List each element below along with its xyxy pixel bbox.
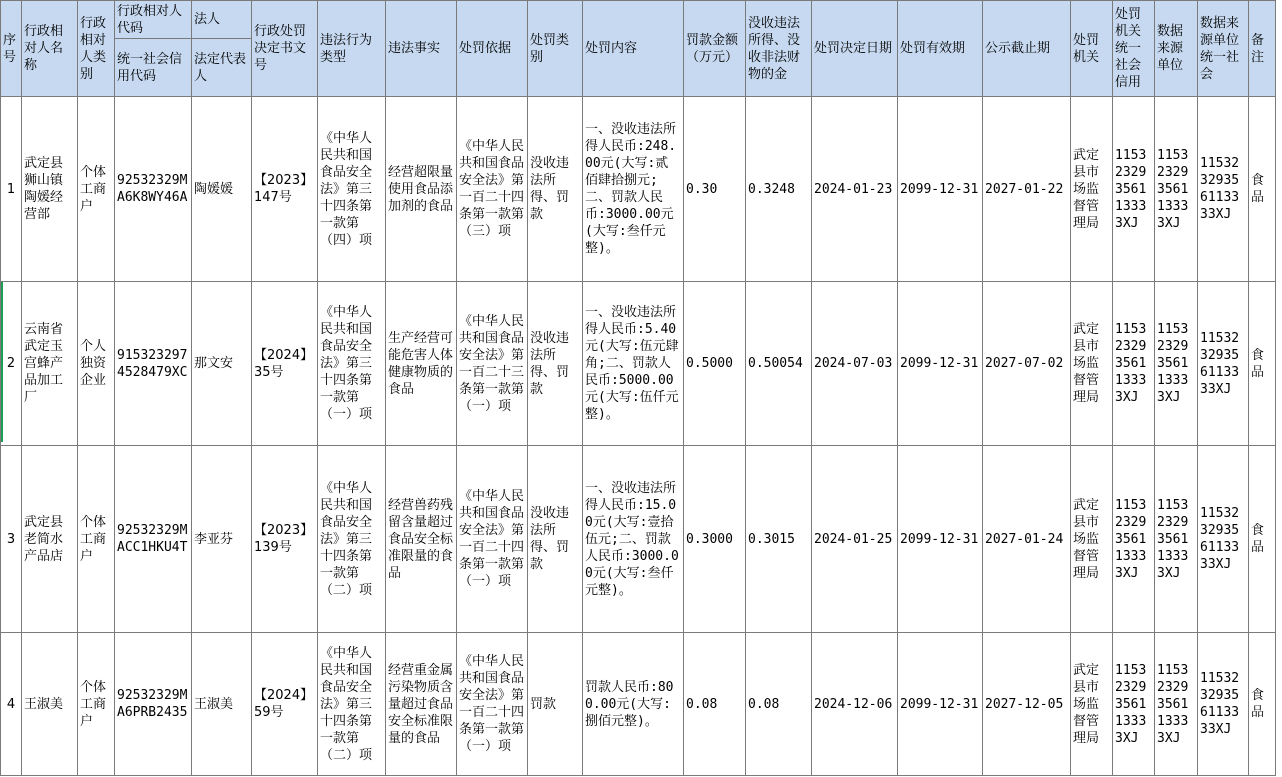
cell-valid-until[interactable]: 2099-12-31 — [898, 446, 983, 633]
cell-doc-no[interactable]: 【2023】147号 — [252, 97, 318, 282]
header-source-code[interactable]: 数据来源单位统一社会 — [1198, 1, 1249, 97]
cell-party-type[interactable]: 个体工商户 — [78, 97, 115, 282]
cell-legal-rep[interactable]: 王淑美 — [192, 633, 252, 776]
cell-party-name[interactable]: 武定县老简水产品店 — [22, 446, 78, 633]
header-doc-no[interactable]: 行政处罚决定书文号 — [252, 1, 318, 97]
header-authority-code[interactable]: 处罚机关统一社会信用 — [1113, 1, 1155, 97]
cell-source-code[interactable]: 11532329356113333XJ — [1198, 97, 1249, 282]
cell-party-type[interactable]: 个人独资企业 — [78, 282, 115, 446]
cell-doc-no[interactable]: 【2023】139号 — [252, 446, 318, 633]
table-row[interactable] — [1, 97, 1276, 282]
cell-authority-code[interactable]: 11532329356113333XJ — [1113, 282, 1155, 446]
cell-legal-rep[interactable]: 陶媛媛 — [192, 97, 252, 282]
header-fine[interactable]: 罚款金额（万元） — [684, 1, 746, 97]
cell-violation-type[interactable]: 《中华人民共和国食品安全法》第三十四条第一款第（一）项 — [318, 282, 386, 446]
cell-content[interactable]: 一、没收违法所得人民币:5.40元(大写:伍元肆角;二、罚款人民币:5000.00元(大写:伍仟元整)。 — [583, 282, 684, 446]
cell-facts[interactable]: 经营重金属污染物质含量超过食品安全标准限量的食品 — [386, 633, 457, 776]
cell-party-name[interactable]: 王淑美 — [22, 633, 78, 776]
cell-fine[interactable]: 0.08 — [684, 633, 746, 776]
cell-basis[interactable]: 《中华人民共和国食品安全法》第一百二十四条第一款第（三）项 — [457, 97, 528, 282]
cell-legal-rep[interactable]: 那文安 — [192, 282, 252, 446]
cell-credit-code[interactable]: 92532329MA6K8WY46A — [115, 97, 192, 282]
cell-authority[interactable]: 武定县市场监督管理局 — [1071, 97, 1113, 282]
cell-doc-no[interactable]: 【2024】35号 — [252, 282, 318, 446]
cell-seq[interactable]: 3 — [1, 446, 22, 633]
cell-remark[interactable]: 食品 — [1249, 97, 1276, 282]
cell-party-type[interactable]: 个体工商户 — [78, 446, 115, 633]
cell-remark[interactable]: 食品 — [1249, 282, 1276, 446]
cell-category[interactable]: 没收违法所得、罚款 — [528, 97, 583, 282]
header-content[interactable]: 处罚内容 — [583, 1, 684, 97]
header-facts[interactable]: 违法事实 — [386, 1, 457, 97]
cell-basis[interactable]: 《中华人民共和国食品安全法》第一百二十三条第一款第（一）项 — [457, 282, 528, 446]
table-row[interactable] — [1, 446, 1276, 633]
table-row[interactable] — [1, 633, 1276, 776]
cell-authority-code[interactable]: 11532329356113333XJ — [1113, 97, 1155, 282]
header-row-1 — [1, 1, 1276, 39]
header-valid-until[interactable]: 处罚有效期 — [898, 1, 983, 97]
cell-valid-until[interactable]: 2099-12-31 — [898, 97, 983, 282]
cell-remark[interactable]: 食品 — [1249, 446, 1276, 633]
cell-credit-code[interactable]: 9153232974528479XC — [115, 282, 192, 446]
cell-violation-type[interactable]: 《中华人民共和国食品安全法》第三十四条第一款第（二）项 — [318, 446, 386, 633]
cell-party-name[interactable]: 武定县狮山镇陶媛经营部 — [22, 97, 78, 282]
header-seq[interactable]: 序号 — [1, 1, 22, 97]
header-decision-date[interactable]: 处罚决定日期 — [812, 1, 898, 97]
cell-violation-type[interactable]: 《中华人民共和国食品安全法》第三十四条第一款第（四）项 — [318, 97, 386, 282]
cell-confiscated[interactable]: 0.3248 — [746, 97, 812, 282]
cell-authority[interactable]: 武定县市场监督管理局 — [1071, 282, 1113, 446]
cell-publish-until[interactable]: 2027-01-22 — [983, 97, 1071, 282]
header-party-code[interactable]: 行政相对人代码 — [115, 1, 192, 39]
cell-source-code[interactable]: 11532329356113333XJ — [1198, 633, 1249, 776]
cell-seq[interactable]: 2 — [1, 282, 22, 446]
cell-source[interactable]: 11532329356113333XJ — [1155, 282, 1198, 446]
table-row[interactable] — [1, 282, 1276, 446]
cell-fine[interactable]: 0.5000 — [684, 282, 746, 446]
cell-credit-code[interactable]: 92532329MACC1HKU4T — [115, 446, 192, 633]
cell-basis[interactable]: 《中华人民共和国食品安全法》第一百二十四条第一款第（一）项 — [457, 633, 528, 776]
header-violation-type[interactable]: 违法行为类型 — [318, 1, 386, 97]
cell-valid-until[interactable]: 2099-12-31 — [898, 633, 983, 776]
cell-facts[interactable]: 经营兽药残留含量超过食品安全标准限量的食品 — [386, 446, 457, 633]
cell-category[interactable]: 罚款 — [528, 633, 583, 776]
cell-party-name[interactable]: 云南省武定玉宫蜂产品加工厂 — [22, 282, 78, 446]
cell-facts[interactable]: 经营超限量使用食品添加剂的食品 — [386, 97, 457, 282]
cell-source[interactable]: 11532329356113333XJ — [1155, 446, 1198, 633]
cell-content[interactable]: 罚款人民币:800.00元(大写:捌佰元整)。 — [583, 633, 684, 776]
cell-decision-date[interactable]: 2024-01-25 — [812, 446, 898, 633]
cell-legal-rep[interactable]: 李亚芬 — [192, 446, 252, 633]
cell-confiscated[interactable]: 0.50054 — [746, 282, 812, 446]
cell-source-code[interactable]: 11532329356113333XJ — [1198, 282, 1249, 446]
cell-source-code[interactable]: 11532329356113333XJ — [1198, 446, 1249, 633]
cell-valid-until[interactable]: 2099-12-31 — [898, 282, 983, 446]
cell-decision-date[interactable]: 2024-07-03 — [812, 282, 898, 446]
cell-party-type[interactable]: 个体工商户 — [78, 633, 115, 776]
cell-decision-date[interactable]: 2024-12-06 — [812, 633, 898, 776]
cell-source[interactable]: 11532329356113333XJ — [1155, 633, 1198, 776]
cell-remark[interactable]: 食品 — [1249, 633, 1276, 776]
header-legal[interactable]: 法人 — [192, 1, 252, 39]
cell-source[interactable]: 11532329356113333XJ — [1155, 97, 1198, 282]
cell-fine[interactable]: 0.3000 — [684, 446, 746, 633]
header-party-name[interactable]: 行政相对人名称 — [22, 1, 78, 97]
header-legal-rep[interactable]: 法定代表人 — [192, 39, 252, 97]
cell-category[interactable]: 没收违法所得、罚款 — [528, 282, 583, 446]
header-confiscated[interactable]: 没收违法所得、没收非法财物的金 — [746, 1, 812, 97]
header-source[interactable]: 数据来源单位 — [1155, 1, 1198, 97]
cell-authority[interactable]: 武定县市场监督管理局 — [1071, 633, 1113, 776]
header-basis[interactable]: 处罚依据 — [457, 1, 528, 97]
cell-seq[interactable]: 4 — [1, 633, 22, 776]
cell-category[interactable]: 没收违法所得、罚款 — [528, 446, 583, 633]
header-category[interactable]: 处罚类别 — [528, 1, 583, 97]
cell-publish-until[interactable]: 2027-12-05 — [983, 633, 1071, 776]
cell-doc-no[interactable]: 【2024】59号 — [252, 633, 318, 776]
cell-decision-date[interactable]: 2024-01-23 — [812, 97, 898, 282]
cell-facts[interactable]: 生产经营可能危害人体健康物质的食品 — [386, 282, 457, 446]
cell-basis[interactable]: 《中华人民共和国食品安全法》第一百二十四条第一款第（一）项 — [457, 446, 528, 633]
header-authority[interactable]: 处罚机关 — [1071, 1, 1113, 97]
cell-violation-type[interactable]: 《中华人民共和国食品安全法》第三十四条第一款第（二）项 — [318, 633, 386, 776]
cell-confiscated[interactable]: 0.3015 — [746, 446, 812, 633]
header-credit-code[interactable]: 统一社会信用代码 — [115, 39, 192, 97]
cell-publish-until[interactable]: 2027-01-24 — [983, 446, 1071, 633]
cell-authority-code[interactable]: 11532329356113333XJ — [1113, 633, 1155, 776]
cell-authority[interactable]: 武定县市场监督管理局 — [1071, 446, 1113, 633]
cell-fine[interactable]: 0.30 — [684, 97, 746, 282]
selected-row-marker — [1, 282, 3, 442]
cell-authority-code[interactable]: 11532329356113333XJ — [1113, 446, 1155, 633]
cell-content[interactable]: 一、没收违法所得人民币:15.00元(大写:壹拾伍元;二、罚款人民币:3000.00元(大写:叁仟元整)。 — [583, 446, 684, 633]
cell-publish-until[interactable]: 2027-07-02 — [983, 282, 1071, 446]
cell-seq[interactable]: 1 — [1, 97, 22, 282]
header-publish-until[interactable]: 公示截止期 — [983, 1, 1071, 97]
cell-content[interactable]: 一、没收违法所得人民币:248.00元(大写:贰佰肆拾捌元;二、罚款人民币:3000.00元(大写:叁仟元整)。 — [583, 97, 684, 282]
header-remark[interactable]: 备注 — [1249, 1, 1276, 97]
cell-credit-code[interactable]: 92532329MA6PRB2435 — [115, 633, 192, 776]
cell-confiscated[interactable]: 0.08 — [746, 633, 812, 776]
header-party-type[interactable]: 行政相对人类别 — [78, 1, 115, 97]
